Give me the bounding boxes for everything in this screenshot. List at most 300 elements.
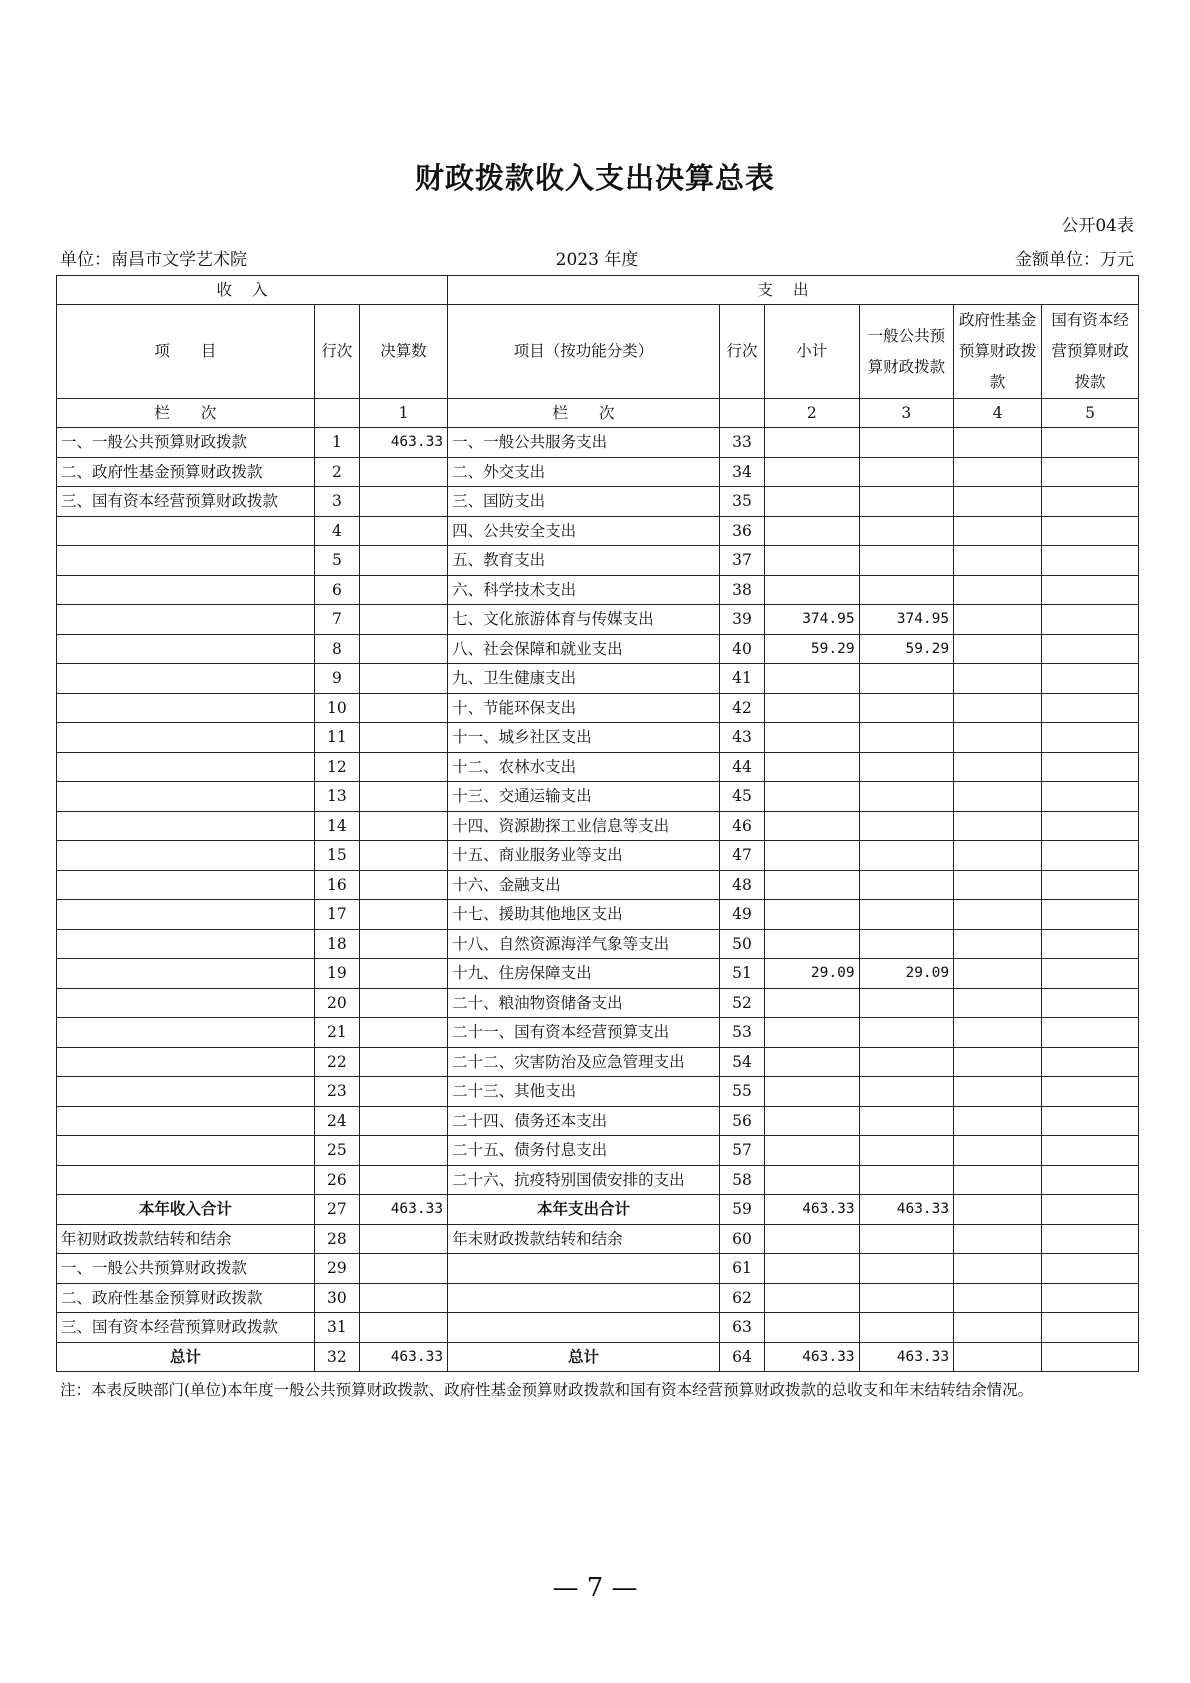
income-row-no: 10	[314, 693, 359, 723]
income-row-no: 22	[314, 1047, 359, 1077]
year-label: 2023 年度	[555, 250, 639, 270]
income-item	[57, 664, 315, 694]
func-item-header: 项目（按功能分类）	[448, 305, 720, 399]
income-amount	[359, 1313, 447, 1343]
expense-item: 本年支出合计	[448, 1195, 720, 1225]
expense-state-capital	[1042, 900, 1139, 930]
table-row	[57, 1195, 1139, 1225]
income-row-no: 18	[314, 929, 359, 959]
page-title: 财政拨款收入支出决算总表	[414, 161, 775, 195]
expense-subtotal	[765, 1313, 860, 1343]
expense-subtotal	[765, 1047, 860, 1077]
expense-gen-budget	[859, 546, 954, 576]
expense-item: 五、教育支出	[448, 546, 720, 576]
item-header: 项 目	[57, 305, 315, 399]
income-row-no: 31	[314, 1313, 359, 1343]
expense-state-capital	[1042, 575, 1139, 605]
expense-state-capital	[1042, 811, 1139, 841]
income-row-no: 11	[314, 723, 359, 753]
expense-subtotal	[765, 723, 860, 753]
lanci-blank	[314, 399, 359, 428]
income-amount	[359, 634, 447, 664]
expense-gen-budget	[859, 723, 954, 753]
income-row-no: 27	[314, 1195, 359, 1225]
expense-item: 六、科学技术支出	[448, 575, 720, 605]
table-row	[57, 1047, 1139, 1077]
expense-gov-fund	[954, 1283, 1042, 1313]
money-unit-label: 金额单位：万元	[1015, 250, 1134, 270]
expense-gov-fund	[954, 1195, 1042, 1225]
expense-gen-budget	[859, 457, 954, 487]
expense-gov-fund	[954, 959, 1042, 989]
expense-item: 十、节能环保支出	[448, 693, 720, 723]
table-row	[57, 841, 1139, 871]
expense-row-no: 51	[719, 959, 764, 989]
expense-item: 十九、住房保障支出	[448, 959, 720, 989]
expense-row-no: 58	[719, 1165, 764, 1195]
expense-subtotal	[765, 693, 860, 723]
income-amount	[359, 870, 447, 900]
income-row-no: 7	[314, 605, 359, 635]
expense-item: 十七、援助其他地区支出	[448, 900, 720, 930]
income-row-no: 15	[314, 841, 359, 871]
table-row	[57, 546, 1139, 576]
expense-gov-fund	[954, 575, 1042, 605]
expense-row-no: 39	[719, 605, 764, 635]
expense-gen-budget	[859, 929, 954, 959]
expense-row-no: 40	[719, 634, 764, 664]
row-no-header: 行次	[314, 305, 359, 399]
expense-row-no: 43	[719, 723, 764, 753]
table-row	[57, 1283, 1139, 1313]
expense-row-no: 34	[719, 457, 764, 487]
income-amount	[359, 811, 447, 841]
income-item	[57, 959, 315, 989]
lanci-c2: 2	[765, 399, 860, 428]
expense-gov-fund	[954, 1018, 1042, 1048]
expense-item	[448, 1254, 720, 1284]
expense-state-capital	[1042, 870, 1139, 900]
expense-subtotal	[765, 428, 860, 458]
subtotal-header: 小计	[765, 305, 860, 399]
table-row	[57, 1224, 1139, 1254]
gov-fund-header: 政府性基金预算财政拨款	[954, 305, 1042, 399]
expense-gov-fund	[954, 988, 1042, 1018]
income-item	[57, 516, 315, 546]
expense-row-no: 56	[719, 1106, 764, 1136]
expense-row-no: 54	[719, 1047, 764, 1077]
expense-gov-fund	[954, 1342, 1042, 1372]
income-row-no: 12	[314, 752, 359, 782]
income-row-no: 14	[314, 811, 359, 841]
expense-subtotal	[765, 1106, 860, 1136]
income-amount	[359, 1136, 447, 1166]
expense-gov-fund	[954, 634, 1042, 664]
income-amount	[359, 1224, 447, 1254]
income-amount	[359, 1106, 447, 1136]
income-item	[57, 929, 315, 959]
expense-state-capital	[1042, 1224, 1139, 1254]
table-row	[57, 1254, 1139, 1284]
income-item: 二、政府性基金预算财政拨款	[57, 1283, 315, 1313]
income-item	[57, 634, 315, 664]
income-amount	[359, 487, 447, 517]
expense-subtotal	[765, 1077, 860, 1107]
income-amount	[359, 1165, 447, 1195]
expense-gen-budget	[859, 1077, 954, 1107]
income-amount	[359, 516, 447, 546]
expense-state-capital	[1042, 1195, 1139, 1225]
income-item: 本年收入合计	[57, 1195, 315, 1225]
expense-subtotal	[765, 811, 860, 841]
expense-subtotal	[765, 1283, 860, 1313]
row-no2-header: 行次	[719, 305, 764, 399]
income-row-no: 25	[314, 1136, 359, 1166]
expense-item: 十六、金融支出	[448, 870, 720, 900]
expense-gov-fund	[954, 929, 1042, 959]
expense-gov-fund	[954, 1136, 1042, 1166]
expense-item: 十一、城乡社区支出	[448, 723, 720, 753]
income-amount	[359, 457, 447, 487]
table-row	[57, 516, 1139, 546]
income-amount	[359, 752, 447, 782]
income-item	[57, 1165, 315, 1195]
expense-state-capital	[1042, 1047, 1139, 1077]
table-row	[57, 1018, 1139, 1048]
expense-state-capital	[1042, 1165, 1139, 1195]
income-item: 三、国有资本经营预算财政拨款	[57, 487, 315, 517]
lanci-c3: 3	[859, 399, 954, 428]
income-row-no: 13	[314, 782, 359, 812]
expense-item: 十三、交通运输支出	[448, 782, 720, 812]
expense-state-capital	[1042, 487, 1139, 517]
expense-row-no: 64	[719, 1342, 764, 1372]
expense-item: 十五、商业服务业等支出	[448, 841, 720, 871]
table-row	[57, 782, 1139, 812]
expense-gen-budget: 59.29	[859, 634, 954, 664]
income-row-no: 23	[314, 1077, 359, 1107]
expense-gov-fund	[954, 841, 1042, 871]
expense-gen-budget	[859, 1165, 954, 1195]
form-number: 公开04表	[1061, 216, 1134, 236]
column-header-row	[57, 305, 1139, 399]
expense-gen-budget	[859, 782, 954, 812]
expense-gen-budget: 29.09	[859, 959, 954, 989]
expense-gov-fund	[954, 693, 1042, 723]
expense-gov-fund	[954, 811, 1042, 841]
expense-gov-fund	[954, 546, 1042, 576]
expense-gov-fund	[954, 1224, 1042, 1254]
expense-state-capital	[1042, 988, 1139, 1018]
expense-gen-budget	[859, 811, 954, 841]
expense-row-no: 53	[719, 1018, 764, 1048]
table-note: 注：本表反映部门(单位)本年度一般公共预算财政拨款、政府性基金预算财政拨款和国有资本经营预算财政拨款的总收支和年末结转结余情况。	[60, 1381, 1034, 1399]
expense-gen-budget	[859, 1047, 954, 1077]
income-item: 总计	[57, 1342, 315, 1372]
expense-gen-budget	[859, 900, 954, 930]
lanci-right-label: 栏 次	[448, 399, 720, 428]
income-item	[57, 1018, 315, 1048]
income-amount	[359, 900, 447, 930]
expense-gen-budget	[859, 516, 954, 546]
table-row	[57, 959, 1139, 989]
expense-gov-fund	[954, 782, 1042, 812]
expense-subtotal	[765, 457, 860, 487]
expense-gen-budget	[859, 1106, 954, 1136]
income-item: 三、国有资本经营预算财政拨款	[57, 1313, 315, 1343]
expense-row-no: 48	[719, 870, 764, 900]
expense-state-capital	[1042, 664, 1139, 694]
expense-state-capital	[1042, 1018, 1139, 1048]
income-amount	[359, 841, 447, 871]
expense-gov-fund	[954, 457, 1042, 487]
expense-item: 二十、粮油物资储备支出	[448, 988, 720, 1018]
expense-row-no: 46	[719, 811, 764, 841]
expense-gen-budget	[859, 1224, 954, 1254]
income-row-no: 8	[314, 634, 359, 664]
table-row	[57, 1136, 1139, 1166]
expense-row-no: 61	[719, 1254, 764, 1284]
expense-subtotal: 374.95	[765, 605, 860, 635]
amount-header: 决算数	[359, 305, 447, 399]
income-row-no: 17	[314, 900, 359, 930]
income-row-no: 4	[314, 516, 359, 546]
expense-state-capital	[1042, 1342, 1139, 1372]
expense-gen-budget: 463.33	[859, 1342, 954, 1372]
income-row-no: 24	[314, 1106, 359, 1136]
expense-state-capital	[1042, 959, 1139, 989]
expense-state-capital	[1042, 1077, 1139, 1107]
income-amount	[359, 988, 447, 1018]
expense-subtotal	[765, 929, 860, 959]
expense-state-capital	[1042, 693, 1139, 723]
expense-gov-fund	[954, 900, 1042, 930]
budget-table	[56, 275, 1139, 1372]
lanci-c1: 1	[359, 399, 447, 428]
income-row-no: 9	[314, 664, 359, 694]
expense-subtotal	[765, 575, 860, 605]
income-amount	[359, 664, 447, 694]
expense-item: 年末财政拨款结转和结余	[448, 1224, 720, 1254]
income-row-no: 32	[314, 1342, 359, 1372]
income-item	[57, 605, 315, 635]
expense-row-no: 37	[719, 546, 764, 576]
expense-gov-fund	[954, 1165, 1042, 1195]
expense-row-no: 47	[719, 841, 764, 871]
expense-item	[448, 1283, 720, 1313]
expense-row-no: 49	[719, 900, 764, 930]
income-amount	[359, 575, 447, 605]
expense-state-capital	[1042, 1254, 1139, 1284]
expense-gen-budget	[859, 487, 954, 517]
income-item	[57, 546, 315, 576]
expense-row-no: 38	[719, 575, 764, 605]
expense-state-capital	[1042, 605, 1139, 635]
expense-row-no: 63	[719, 1313, 764, 1343]
income-item: 二、政府性基金预算财政拨款	[57, 457, 315, 487]
table-row	[57, 988, 1139, 1018]
income-item: 一、一般公共预算财政拨款	[57, 1254, 315, 1284]
expense-subtotal	[765, 1136, 860, 1166]
table-row	[57, 693, 1139, 723]
expense-item	[448, 1313, 720, 1343]
expense-gov-fund	[954, 870, 1042, 900]
expense-subtotal	[765, 870, 860, 900]
expense-state-capital	[1042, 428, 1139, 458]
expense-subtotal: 29.09	[765, 959, 860, 989]
expense-subtotal	[765, 752, 860, 782]
expense-row-no: 52	[719, 988, 764, 1018]
expense-gen-budget	[859, 1136, 954, 1166]
expense-row-no: 35	[719, 487, 764, 517]
expense-gov-fund	[954, 723, 1042, 753]
expense-gen-budget	[859, 870, 954, 900]
expense-gov-fund	[954, 487, 1042, 517]
expense-state-capital	[1042, 1313, 1139, 1343]
table-row	[57, 929, 1139, 959]
table-row	[57, 605, 1139, 635]
income-row-no: 2	[314, 457, 359, 487]
expense-state-capital	[1042, 516, 1139, 546]
table-row	[57, 1342, 1139, 1372]
table-row	[57, 487, 1139, 517]
expense-gen-budget	[859, 988, 954, 1018]
income-item	[57, 1047, 315, 1077]
expense-subtotal	[765, 988, 860, 1018]
table-row	[57, 634, 1139, 664]
expense-row-no: 44	[719, 752, 764, 782]
table-row	[57, 664, 1139, 694]
income-row-no: 26	[314, 1165, 359, 1195]
table-row	[57, 575, 1139, 605]
expense-gen-budget	[859, 575, 954, 605]
income-row-no: 29	[314, 1254, 359, 1284]
table-row	[57, 457, 1139, 487]
expense-gen-budget	[859, 1254, 954, 1284]
lanci-c4: 4	[954, 399, 1042, 428]
expense-item: 三、国防支出	[448, 487, 720, 517]
expense-row-no: 57	[719, 1136, 764, 1166]
expense-item: 二十四、债务还本支出	[448, 1106, 720, 1136]
income-amount	[359, 782, 447, 812]
expense-subtotal	[765, 1224, 860, 1254]
expense-row-no: 60	[719, 1224, 764, 1254]
expense-item: 二十二、灾害防治及应急管理支出	[448, 1047, 720, 1077]
lanci-row	[57, 399, 1139, 428]
expense-gov-fund	[954, 1077, 1042, 1107]
expense-item: 总计	[448, 1342, 720, 1372]
table-row	[57, 811, 1139, 841]
expense-gen-budget: 463.33	[859, 1195, 954, 1225]
expense-row-no: 33	[719, 428, 764, 458]
expense-item: 二十五、债务付息支出	[448, 1136, 720, 1166]
income-amount	[359, 723, 447, 753]
expense-row-no: 45	[719, 782, 764, 812]
table-row	[57, 900, 1139, 930]
expense-state-capital	[1042, 841, 1139, 871]
income-row-no: 28	[314, 1224, 359, 1254]
expense-item: 四、公共安全支出	[448, 516, 720, 546]
income-item	[57, 1077, 315, 1107]
expense-subtotal	[765, 1254, 860, 1284]
expense-gov-fund	[954, 516, 1042, 546]
income-row-no: 3	[314, 487, 359, 517]
expense-row-no: 55	[719, 1077, 764, 1107]
expense-section-header: 支出	[448, 276, 1139, 305]
income-row-no: 5	[314, 546, 359, 576]
gen-budget-header: 一般公共预算财政拨款	[859, 305, 954, 399]
expense-subtotal	[765, 1018, 860, 1048]
table-row	[57, 428, 1139, 458]
income-amount	[359, 1283, 447, 1313]
income-row-no: 16	[314, 870, 359, 900]
income-item	[57, 782, 315, 812]
expense-item: 十八、自然资源海洋气象等支出	[448, 929, 720, 959]
income-amount	[359, 929, 447, 959]
page-number: — 7 —	[552, 1573, 638, 1603]
expense-subtotal	[765, 546, 860, 576]
expense-row-no: 36	[719, 516, 764, 546]
lanci-c5: 5	[1042, 399, 1139, 428]
income-amount: 463.33	[359, 1195, 447, 1225]
income-amount	[359, 546, 447, 576]
section-header-row	[57, 276, 1139, 305]
income-item	[57, 900, 315, 930]
expense-item: 七、文化旅游体育与传媒支出	[448, 605, 720, 635]
expense-state-capital	[1042, 929, 1139, 959]
income-amount	[359, 1077, 447, 1107]
expense-gov-fund	[954, 1254, 1042, 1284]
income-item	[57, 811, 315, 841]
expense-item: 十二、农林水支出	[448, 752, 720, 782]
table-row	[57, 1106, 1139, 1136]
income-amount: 463.33	[359, 1342, 447, 1372]
expense-subtotal: 463.33	[765, 1342, 860, 1372]
table-row	[57, 1077, 1139, 1107]
expense-gov-fund	[954, 605, 1042, 635]
expense-state-capital	[1042, 1136, 1139, 1166]
expense-gen-budget	[859, 1313, 954, 1343]
expense-gen-budget	[859, 664, 954, 694]
income-item	[57, 841, 315, 871]
expense-gen-budget	[859, 1018, 954, 1048]
expense-item: 一、一般公共服务支出	[448, 428, 720, 458]
income-item	[57, 1106, 315, 1136]
expense-state-capital	[1042, 546, 1139, 576]
table-row	[57, 723, 1139, 753]
lanci-left-label: 栏 次	[57, 399, 315, 428]
expense-state-capital	[1042, 723, 1139, 753]
table-row	[57, 1313, 1139, 1343]
income-item	[57, 723, 315, 753]
expense-item: 二十六、抗疫特别国债安排的支出	[448, 1165, 720, 1195]
expense-state-capital	[1042, 1283, 1139, 1313]
table-row	[57, 1165, 1139, 1195]
expense-subtotal	[765, 1165, 860, 1195]
expense-subtotal	[765, 516, 860, 546]
income-amount	[359, 1018, 447, 1048]
income-row-no: 6	[314, 575, 359, 605]
expense-state-capital	[1042, 634, 1139, 664]
state-capital-header: 国有资本经营预算财政拨款	[1042, 305, 1139, 399]
expense-gen-budget	[859, 693, 954, 723]
income-amount	[359, 1254, 447, 1284]
expense-subtotal: 59.29	[765, 634, 860, 664]
income-item: 一、一般公共预算财政拨款	[57, 428, 315, 458]
expense-row-no: 62	[719, 1283, 764, 1313]
income-amount	[359, 959, 447, 989]
expense-row-no: 41	[719, 664, 764, 694]
